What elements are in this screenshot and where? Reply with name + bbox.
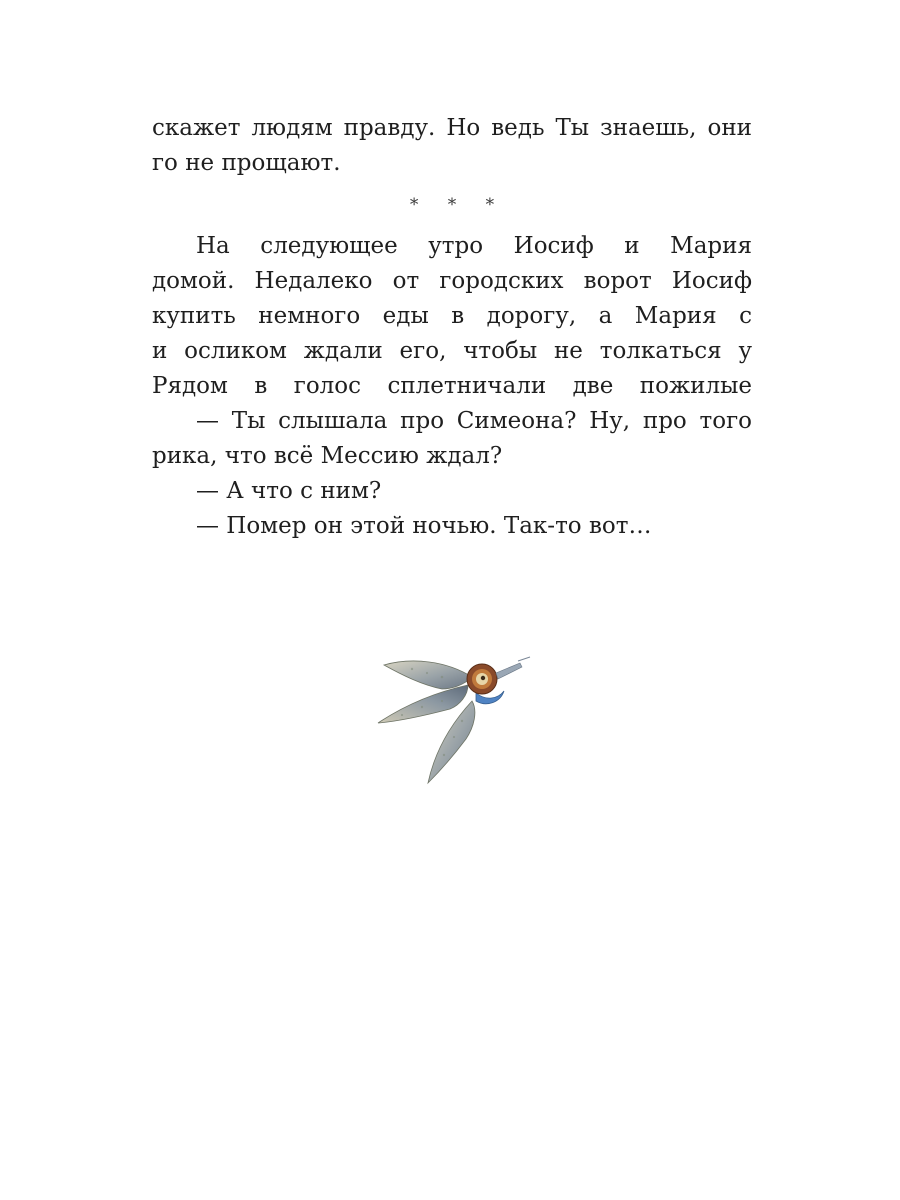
text-line: скажет людям правду. Но ведь Ты знаешь, они: [152, 115, 752, 141]
section-break: * * *: [409, 195, 507, 215]
tail-feather: [428, 701, 475, 783]
text-line: го не прощают.: [152, 150, 341, 176]
dialogue-line: рика, что всё Мессию ждал?: [152, 443, 503, 469]
text-line: домой. Недалеко от городских ворот Иосиф: [152, 268, 752, 294]
middle-wing: [378, 685, 468, 723]
text-line: Рядом в голос сплетничали две пожилые: [152, 373, 752, 399]
beak: [496, 663, 522, 679]
dialogue-line: — А что с ним?: [196, 478, 382, 504]
text-line: купить немного еды в дорогу, а Мария с: [152, 303, 752, 329]
text-line: На следующее утро Иосиф и Мария: [196, 233, 752, 259]
text-line: и осликом ждали его, чтобы не толкаться у: [152, 338, 752, 364]
upper-wing: [384, 661, 472, 689]
dialogue-line: — Ты слышала про Симеона? Ну, про того: [196, 408, 752, 434]
page-text: [152, 111, 752, 544]
dialogue-line: — Помер он этой ночью. Так-то вот…: [196, 513, 652, 539]
swallow-bird-illustration: [372, 655, 537, 790]
